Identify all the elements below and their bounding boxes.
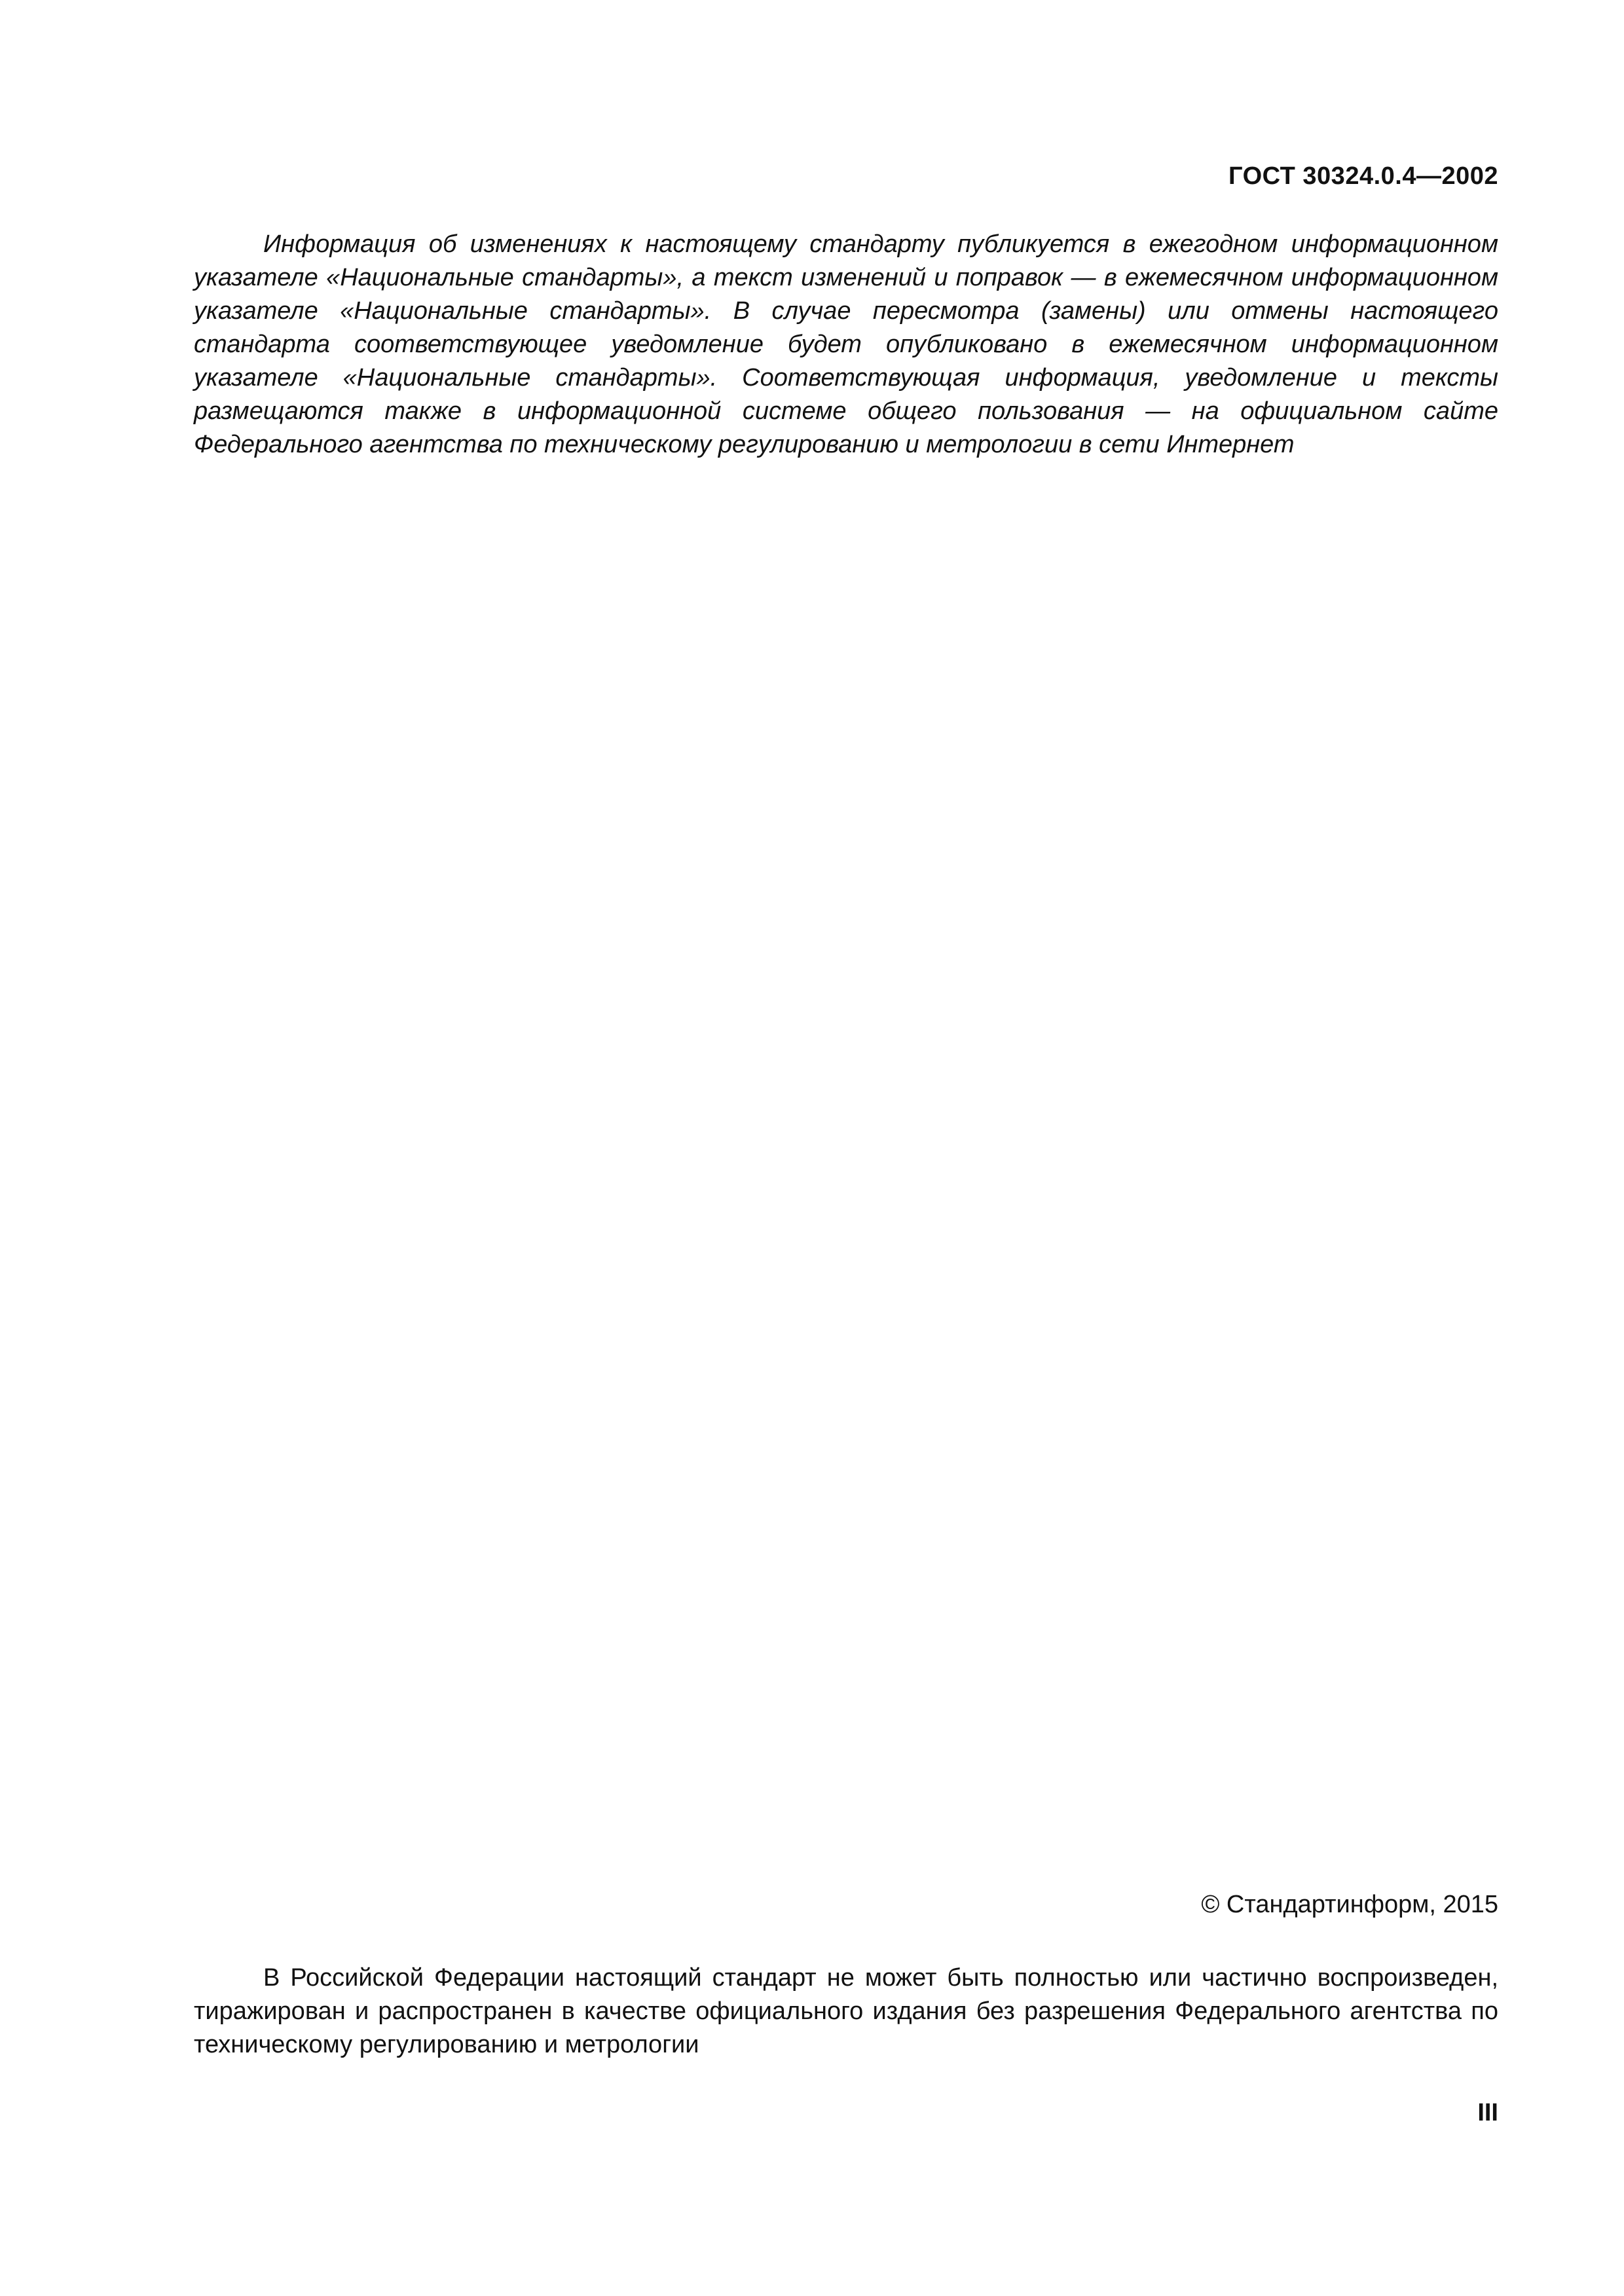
page-number: III (1477, 2099, 1498, 2126)
document-header-id: ГОСТ 30324.0.4—2002 (1228, 162, 1498, 190)
amendments-info-paragraph: Информация об изменениях к настоящему стандарту публикуется в ежегодном информационном указателе «Национальные стандарты», а текст изменений и поправок — в ежемесячном информационном указателе «Национальные стандарты». В случае пересмотра (замены) или отмены настоящего стандарта соответствующее уведомление будет опубликовано в ежемесячном информационном указателе «Национальные стандарты». Соответствующая информация, уведомление и тексты размещаются также в информационной системе общего пользования — на официальном сайте Федерального агентства по техническому регулированию и метрологии в сети Интернет (194, 230, 1498, 458)
copyright-line: © Стандартинформ, 2015 (1201, 1891, 1498, 1918)
reproduction-notice-paragraph: В Российской Федерации настоящий стандарт не может быть полностью или частично воспроизведен, тиражирован и распространен в качестве официального издания без разрешения Федерального агентства по техническому регулированию и метрологии (194, 1964, 1498, 2058)
